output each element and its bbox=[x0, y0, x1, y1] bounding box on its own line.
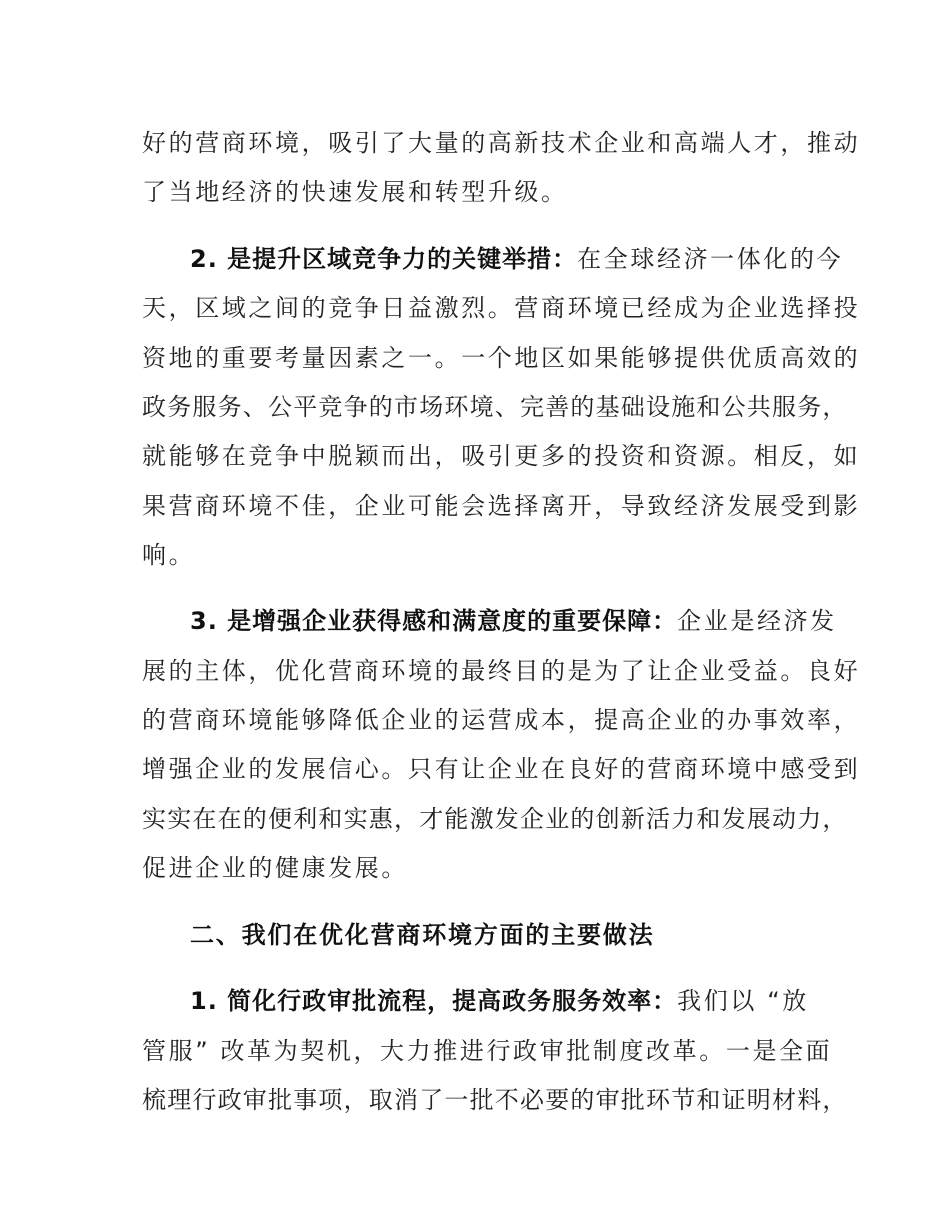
paragraph-line: 了当地经济的快速发展和转型升级。 bbox=[142, 178, 568, 206]
paragraph-line: 天，区域之间的竞争日益激烈。营商环境已经成为企业选择投 bbox=[142, 294, 861, 322]
list-item-3-first-line bbox=[190, 605, 837, 637]
paragraph-line: 梳理行政审批事项，取消了一批不必要的审批环节和证明材料， bbox=[142, 1086, 848, 1114]
paragraph-line: 就能够在竞争中脱颖而出，吸引更多的投资和资源。相反，如 bbox=[142, 442, 861, 470]
paragraph-line: 展的主体，优化营商环境的最终目的是为了让企业受益。良好 bbox=[142, 657, 861, 685]
paragraph-text: 我们以 “放 bbox=[677, 987, 809, 1015]
section-heading: 二、我们在优化营商环境方面的主要做法 bbox=[190, 921, 655, 949]
paragraph-line: 好的营商环境，吸引了大量的高新技术企业和高端人才，推动 bbox=[142, 129, 861, 157]
list-item-2-title: 2. 是提升区域竞争力的关键举措： bbox=[190, 245, 578, 273]
paragraph-line: 果营商环境不佳，企业可能会选择离开，导致经济发展受到影 bbox=[142, 492, 861, 520]
list-item-3-title: 3. 是增强企业获得感和满意度的重要保障： bbox=[190, 607, 678, 635]
paragraph-line: 管服” 改革为契机，大力推进行政审批制度改革。一是全面 bbox=[142, 1037, 833, 1065]
paragraph-text: 在全球经济一体化的今 bbox=[577, 245, 844, 273]
paragraph-line: 增强企业的发展信心。只有让企业在良好的营商环境中感受到 bbox=[142, 755, 861, 783]
paragraph-line: 资地的重要考量因素之一。一个地区如果能够提供优质高效的 bbox=[142, 344, 861, 372]
list-item-2-first-line bbox=[190, 243, 843, 275]
paragraph-line: 政务服务、公平竞争的市场环境、完善的基础设施和公共服务， bbox=[142, 393, 848, 421]
paragraph-line: 实实在在的便利和实惠，才能激发企业的创新活力和发展动力， bbox=[142, 805, 848, 833]
paragraph-line: 促进企业的健康发展。 bbox=[142, 854, 408, 882]
section2-item-1-first-line bbox=[190, 985, 809, 1017]
paragraph-text: 企业是经济发 bbox=[677, 607, 837, 635]
paragraph-line: 的营商环境能够降低企业的运营成本，提高企业的办事效率， bbox=[142, 706, 861, 734]
section2-item-1-title: 1. 简化行政审批流程，提高政务服务效率： bbox=[190, 987, 678, 1015]
paragraph-line: 响。 bbox=[142, 541, 196, 569]
